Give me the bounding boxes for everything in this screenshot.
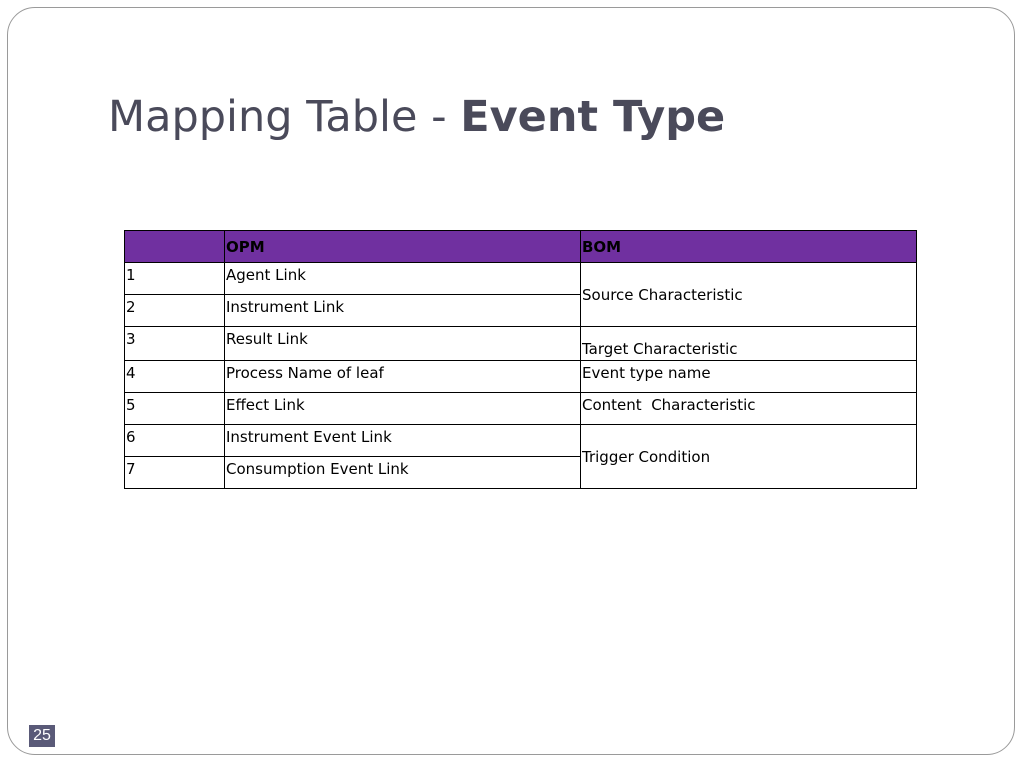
- bom-cell: Event type name: [581, 361, 917, 393]
- opm-cell: Result Link: [225, 327, 581, 361]
- opm-cell: Consumption Event Link: [225, 457, 581, 489]
- slide-title-bold: Event Type: [460, 92, 726, 142]
- row-number: 5: [125, 393, 225, 425]
- slide-title: [108, 92, 725, 144]
- row-number: 1: [125, 263, 225, 295]
- slide-title-regular: Mapping Table -: [108, 92, 461, 142]
- table-header-row: [125, 231, 917, 263]
- bom-cell: Source Characteristic: [581, 263, 917, 327]
- opm-cell: Instrument Event Link: [225, 425, 581, 457]
- opm-cell: Effect Link: [225, 393, 581, 425]
- row-number: 6: [125, 425, 225, 457]
- bom-cell: Content Characteristic: [581, 393, 917, 425]
- row-number: 7: [125, 457, 225, 489]
- table-row: [125, 393, 917, 425]
- bom-cell: Target Characteristic: [581, 327, 917, 361]
- opm-cell: Instrument Link: [225, 295, 581, 327]
- opm-cell: Process Name of leaf: [225, 361, 581, 393]
- header-cell-bom: BOM: [581, 231, 917, 263]
- row-number: 3: [125, 327, 225, 361]
- table-row: [125, 327, 917, 361]
- bom-cell: Trigger Condition: [581, 425, 917, 489]
- page-number: 25: [29, 725, 55, 747]
- header-cell-opm: OPM: [225, 231, 581, 263]
- row-number: 2: [125, 295, 225, 327]
- opm-cell: Agent Link: [225, 263, 581, 295]
- mapping-table: [124, 230, 917, 489]
- table-row: [125, 361, 917, 393]
- table-row: [125, 425, 917, 457]
- row-number: 4: [125, 361, 225, 393]
- table-row: [125, 263, 917, 295]
- header-cell-number: [125, 231, 225, 263]
